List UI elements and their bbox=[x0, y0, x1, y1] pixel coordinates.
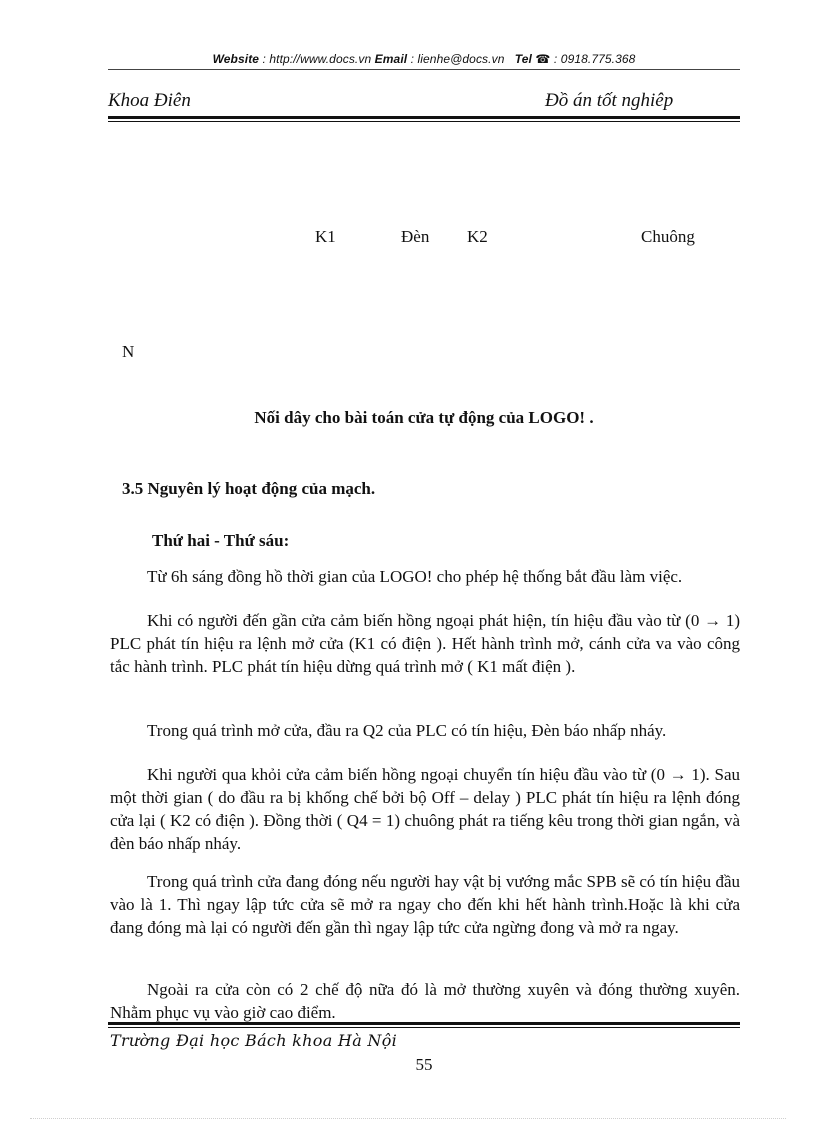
tel-separator: : bbox=[550, 52, 561, 66]
tel-label: Tel bbox=[514, 52, 532, 66]
paragraph-2: Khi có người đến gần cửa cảm biến hồng ngoại phát hiện, tín hiệu đầu vào từ (0 → 1) PLC phát tín hiệu ra lệnh mở cửa (K1 có điện ). Hết hành trình mở, cánh cửa va vào công tắc hành trình. PLC phát tín hiệu dừng quá trình mở ( K1 mất điện ). bbox=[110, 611, 740, 676]
header-rule-thin bbox=[108, 121, 740, 122]
diagram-label-n: N bbox=[122, 342, 135, 361]
paragraph-6: Ngoài ra cửa còn có 2 chế độ nữa đó là mở thường xuyên và đóng thường xuyên. Nhằm phục vụ vào giờ cao điểm. bbox=[110, 980, 740, 1022]
diagram-label-k1: K1 bbox=[315, 227, 336, 246]
diagram-label-k2: K2 bbox=[467, 227, 488, 246]
diagram-label-chuong: Chuông bbox=[641, 227, 695, 246]
paragraph-4: Khi người qua khỏi cửa cảm biến hồng ngoại chuyển tín hiệu đầu vào từ (0 → 1). Sau một thời gian ( do đầu ra bị khống chế bởi bộ Off – delay ) PLC phát tín hiệu ra lệnh đóng cửa lại ( K2 có điện ). Đồng thời ( Q4 = 1) chuông phát ra tiếng kêu trong thời gian ngắn, và đèn báo nhấp nháy. bbox=[110, 765, 740, 853]
diagram-label-den: Đèn bbox=[401, 227, 430, 246]
figure-caption: Nối dây cho bài toán cửa tự động của LOGO! . bbox=[254, 408, 594, 427]
phone-icon: ☎ bbox=[535, 52, 551, 66]
footer-rule-thick bbox=[108, 1022, 740, 1025]
footer-school: Trường Đại học Bách khoa Hà Nội bbox=[110, 1031, 398, 1050]
email-separator: : bbox=[407, 52, 418, 66]
subheading-weekdays: Thứ hai - Thứ sáu: bbox=[152, 531, 290, 550]
website-url[interactable]: http://www.docs.vn bbox=[269, 52, 372, 66]
paragraph-5: Trong quá trình cửa đang đóng nếu người hay vật bị vướng mắc SPB sẽ có tín hiệu đầu vào là 1. Thì ngay lập tức cửa sẽ mở ra ngay cho đến khi hết hành trình.Hoặc là khi cửa đang đóng mà lại có người đến gần thì ngay lập tức cửa ngừng đong và mở ra ngay. bbox=[110, 872, 740, 937]
email-label: Email bbox=[374, 52, 408, 66]
section-title: 3.5 Nguyên lý hoạt động của mạch. bbox=[122, 479, 376, 498]
bottom-dotted-border bbox=[30, 1118, 786, 1119]
footer-rule-thin bbox=[108, 1027, 740, 1028]
header-rule-thick bbox=[108, 116, 740, 119]
paragraph-1: Từ 6h sáng đồng hồ thời gian của LOGO! cho phép hệ thống bắt đầu làm việc. bbox=[147, 567, 683, 586]
website-banner bbox=[108, 52, 740, 66]
header-document-type: Đồ án tốt nghiêp bbox=[545, 90, 674, 111]
paragraph-3: Trong quá trình mở cửa, đầu ra Q2 của PLC có tín hiệu, Đèn báo nhấp nháy. bbox=[147, 721, 667, 740]
website-separator: : bbox=[259, 52, 270, 66]
page-number: 55 bbox=[415, 1055, 433, 1074]
email-value[interactable]: lienhe@docs.vn bbox=[417, 52, 505, 66]
banner-divider bbox=[108, 69, 740, 70]
website-label: Website bbox=[212, 52, 260, 66]
tel-value: 0918.775.368 bbox=[560, 52, 636, 66]
header-faculty: Khoa Điên bbox=[108, 90, 191, 111]
